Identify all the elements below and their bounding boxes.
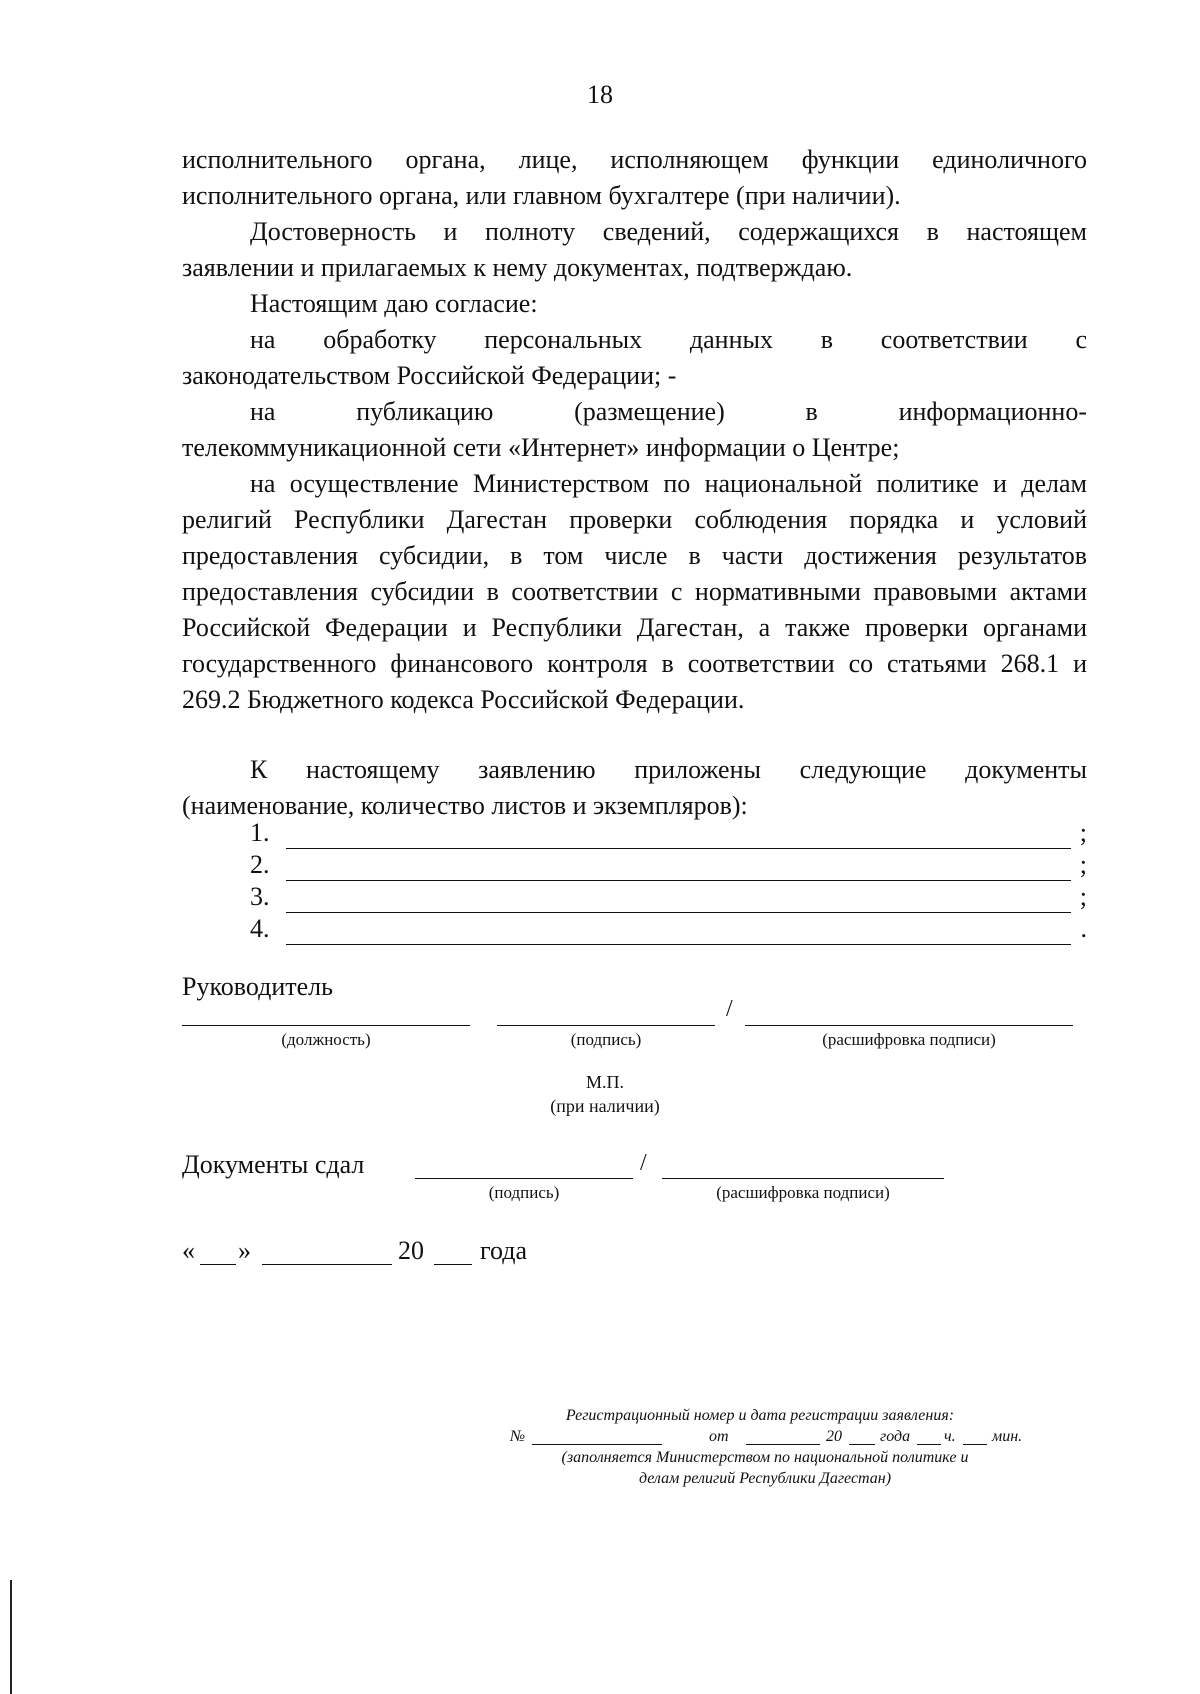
registration-year-field[interactable]: [849, 1444, 875, 1445]
submitted-decoding-caption: (расшифровка подписи): [716, 1183, 890, 1202]
paragraph-line: государственного финансового контроля в соответствии со статьями 268.1 и: [182, 649, 1087, 678]
decoding-caption: (расшифровка подписи): [822, 1030, 996, 1049]
submitted-signature-caption: (подпись): [488, 1183, 560, 1202]
paragraph-line: заявлении и прилагаемых к нему документах, подтверждаю.: [182, 253, 853, 282]
slash-separator: /: [640, 1150, 647, 1176]
stamp-label: М.П.: [585, 1072, 624, 1092]
position-caption: (должность): [281, 1030, 371, 1049]
registration-minute-field[interactable]: [963, 1444, 987, 1445]
year-prefix: 20: [398, 1236, 424, 1265]
head-label: Руководитель: [182, 972, 333, 1001]
date-close-quote: »: [238, 1236, 251, 1265]
submitted-label: Документы сдал: [182, 1150, 365, 1179]
year-field[interactable]: [434, 1264, 472, 1265]
paragraph-line: (наименование, количество листов и экземпляров):: [182, 791, 748, 820]
date-open-quote: «: [182, 1236, 195, 1265]
signature-field[interactable]: [497, 1025, 715, 1026]
submitted-signature-field[interactable]: [415, 1178, 633, 1179]
registration-hour-field[interactable]: [917, 1444, 941, 1445]
registration-minute-label: мин.: [992, 1428, 1023, 1445]
paragraph-line: исполнительного органа, лице, исполняющем функции единоличного: [182, 145, 1087, 174]
slash-separator: /: [726, 996, 733, 1022]
paragraph-line: законодательством Российской Федерации; -: [182, 361, 677, 390]
stamp-note: (при наличии): [550, 1096, 660, 1116]
paragraph-line: на публикацию (размещение) в информационно-: [250, 397, 1087, 426]
attachment-blank[interactable]: [286, 848, 1071, 849]
attachment-row[interactable]: [182, 850, 1087, 884]
signature-decoding-field[interactable]: [745, 1025, 1073, 1026]
registration-title: Регистрационный номер и дата регистрации заявления:: [565, 1407, 955, 1424]
attachment-row[interactable]: [182, 818, 1087, 852]
submitted-decoding-field[interactable]: [662, 1178, 944, 1179]
paragraph-line: Российской Федерации и Республики Дагестан, а также проверки органами: [182, 613, 1087, 642]
attachment-row[interactable]: [182, 882, 1087, 916]
paragraph-line: исполнительного органа, или главном бухгалтере (при наличии).: [182, 181, 901, 210]
attachment-blank[interactable]: [286, 944, 1071, 945]
page-number: 18: [587, 80, 613, 109]
paragraph-line: телекоммуникационной сети «Интернет» информации о Центре;: [182, 433, 900, 462]
attachment-row[interactable]: [182, 914, 1087, 948]
registration-note: (заполняется Министерством по национальной политике и: [561, 1449, 969, 1466]
signature-caption: (подпись): [570, 1030, 642, 1049]
registration-date-field[interactable]: [746, 1444, 820, 1445]
paragraph-line: предоставления субсидии, в том числе в части достижения результатов: [182, 541, 1087, 570]
attachment-number: 3.: [250, 882, 270, 911]
paragraph-line: религий Республики Дагестан проверки соблюдения порядка и условий: [182, 505, 1087, 534]
attachment-terminator: ;: [1079, 850, 1087, 879]
paragraph-line: на обработку персональных данных в соответствии с: [250, 325, 1087, 354]
paragraph-line: К настоящему заявлению приложены следующие документы: [250, 755, 1087, 784]
scan-edge-mark: [10, 1580, 12, 1694]
year-word: года: [480, 1236, 528, 1265]
registration-note: делам религий Республики Дагестан): [638, 1470, 892, 1487]
attachment-blank[interactable]: [286, 880, 1071, 881]
day-field[interactable]: [200, 1264, 236, 1265]
consent-heading: Настоящим даю согласие:: [250, 289, 538, 318]
month-field[interactable]: [262, 1264, 392, 1265]
position-field[interactable]: [182, 1025, 470, 1026]
paragraph-line: Достоверность и полноту сведений, содержащихся в настоящем: [250, 217, 1087, 246]
attachment-blank[interactable]: [286, 912, 1071, 913]
registration-from-label: от: [709, 1428, 729, 1445]
registration-number-label: №: [510, 1428, 526, 1445]
registration-year-word: года: [880, 1428, 911, 1445]
registration-hour-label: ч.: [944, 1428, 956, 1445]
attachment-terminator: .: [1080, 914, 1087, 943]
paragraph-line: на осуществление Министерством по национальной политике и делам: [250, 469, 1087, 498]
attachment-number: 1.: [250, 818, 270, 847]
attachment-terminator: ;: [1079, 818, 1087, 847]
attachment-number: 4.: [250, 914, 270, 943]
registration-year-prefix: 20: [826, 1428, 842, 1445]
attachment-terminator: ;: [1079, 882, 1087, 911]
attachment-number: 2.: [250, 850, 270, 879]
registration-number-field[interactable]: [532, 1444, 662, 1445]
paragraph-line: предоставления субсидии в соответствии с нормативными правовыми актами: [182, 577, 1087, 606]
paragraph-line: 269.2 Бюджетного кодекса Российской Федерации.: [182, 685, 745, 714]
